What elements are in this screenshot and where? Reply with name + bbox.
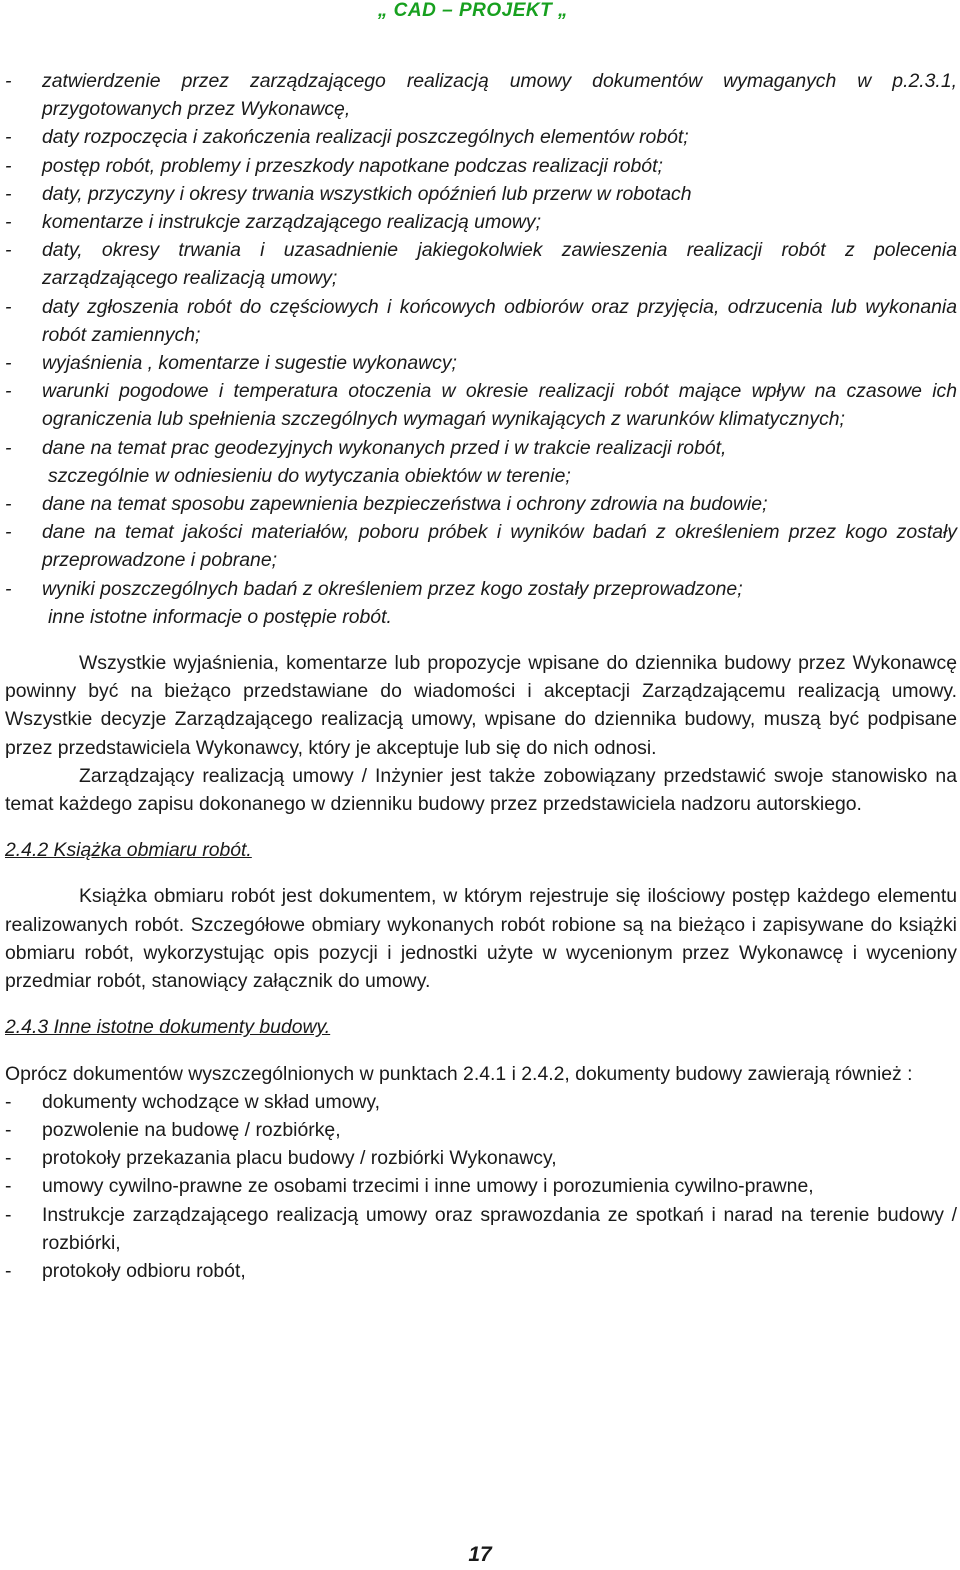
list-item: - wyjaśnienia , komentarze i sugestie wykonawcy; <box>5 352 457 375</box>
list-item: - warunki pogodowe i temperatura otoczenia w okresie realizacji robót mające wpływ na czasowe ich ograniczenia lub spełnienia szczególnych wymagań wynikających z warunków klimatycznych; <box>5 380 957 431</box>
list-item: - komentarze i instrukcje zarządzającego realizacją umowy; <box>5 211 541 234</box>
list-item: - Instrukcje zarządzającego realizacją umowy oraz sprawozdania ze spotkań i narad na terenie budowy / rozbiórki, <box>5 1203 957 1254</box>
header-title: „ CAD – PROJEKT „ <box>377 0 568 21</box>
list-item: - dokumenty wchodzące w skład umowy, <box>5 1090 381 1113</box>
list-item: - dane na temat jakości materiałów, poboru próbek i wyników badań z określeniem przez kogo zostały przeprowadzone i pobrane; <box>5 521 957 572</box>
page-number: 17 <box>468 1543 492 1566</box>
list-item: - daty rozpoczęcia i zakończenia realizacji poszczególnych elementów robót; <box>5 126 689 149</box>
list-item-continuation: inne istotne informacje o postępie robót. <box>48 605 392 628</box>
section-heading-242: 2.4.2 Książka obmiaru robót. <box>5 839 252 862</box>
list-item: - protokoły odbioru robót, <box>5 1259 246 1282</box>
paragraph-other-documents-intro: Oprócz dokumentów wyszczególnionych w punktach 2.4.1 i 2.4.2, dokumenty budowy zawierają również : <box>5 1062 913 1085</box>
list-item: - daty, przyczyny i okresy trwania wszystkich opóźnień lub przerw w robotach <box>5 182 692 205</box>
list-item: - zatwierdzenie przez zarządzającego realizacją umowy dokumentów wymaganych w p.2.3.1, przygotowanych przez Wykonawcę, <box>5 70 957 121</box>
paragraph-comments: Wszystkie wyjaśnienia, komentarze lub propozycje wpisane do dziennika budowy przez Wykonawcę powinny być na bieżąco przedstawiane do wiadomości i akceptacji Zarządzającemu realizacją umowy. Wszystkie decyzje Zarządzającego realizacją umowy, wpisane do dziennika budowy, muszą być podpisane przez przedstawiciela Wykonawcy, który je akceptuje lub się do nich odnosi. <box>5 652 957 759</box>
list-item: - pozwolenie na budowę / rozbiórkę, <box>5 1118 341 1141</box>
list-item: - dane na temat prac geodezyjnych wykonanych przed i w trakcie realizacji robót, szczególnie w odniesieniu do wytyczania obiektów w terenie; <box>5 436 727 487</box>
list-item: - dane na temat sposobu zapewnienia bezpieczeństwa i ochrony zdrowia na budowie; <box>5 493 768 516</box>
diary-entries-list <box>5 67 957 631</box>
paragraph-engineer: Zarządzający realizacją umowy / Inżynier jest także zobowiązany przedstawić swoje stanowisko na temat każdego zapisu dokonanego w dzienniku budowy przez przedstawiciela nadzoru autorskiego. <box>5 764 957 816</box>
list-item: - umowy cywilno-prawne ze osobami trzecimi i inne umowy i porozumienia cywilno-prawne, <box>5 1175 814 1198</box>
list-item: - wyniki poszczególnych badań z określeniem przez kogo zostały przeprowadzone; inne istotne informacje o postępie robót. <box>5 577 743 628</box>
list-item: - protokoły przekazania placu budowy / rozbiórki Wykonawcy, <box>5 1147 557 1170</box>
section-heading-243: 2.4.3 Inne istotne dokumenty budowy. <box>5 1016 331 1039</box>
document-body <box>5 67 957 1285</box>
list-item: - postęp robót, problemy i przeszkody napotkane podczas realizacji robót; <box>5 154 663 177</box>
page-header <box>0 0 960 22</box>
list-item-continuation: szczególnie w odniesieniu do wytyczania obiektów w terenie; <box>48 464 571 487</box>
paragraph-measurement-book: Książka obmiaru robót jest dokumentem, w którym rejestruje się ilościowy postęp każdego elementu realizowanych robót. Szczegółowe obmiary wykonanych robót robione są na bieżąco i zapisywane do książki obmiaru robót, wykorzystując opis pozycji i jednostki użyte w wycenionym przez Wykonawcę i wyceniony przedmiar robót, stanowiący załącznik do umowy. <box>5 885 957 993</box>
list-item: - daty, okresy trwania i uzasadnienie jakiegokolwiek zawieszenia realizacji robót z polecenia zarządzającego realizacją umowy; <box>5 239 957 290</box>
other-documents-list <box>5 1088 957 1285</box>
list-item: - daty zgłoszenia robót do częściowych i końcowych odbiorów oraz przyjęcia, odrzucenia lub wykonania robót zamiennych; <box>5 295 957 346</box>
